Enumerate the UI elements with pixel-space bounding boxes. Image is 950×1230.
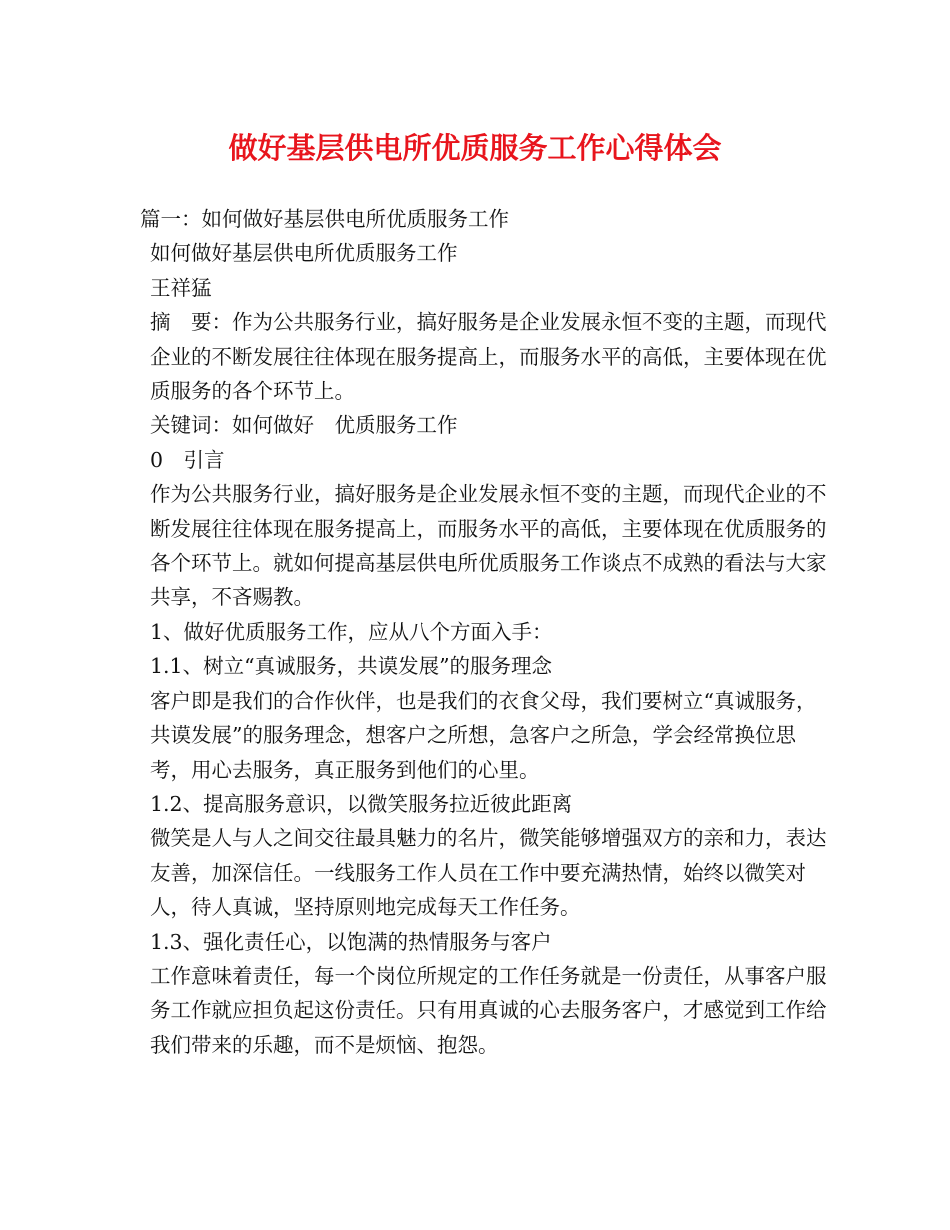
author-name: 王祥猛 [150,275,212,300]
body-paragraph: 工作意味着责任，每一个岗位所规定的工作任务就是一份责任，从事客户服务工作就应担负起这份责任。只有用真诚的心去服务客户，才感觉到工作给我们带来的乐趣，而不是烦恼、抱怨。 [150,963,827,1057]
subsection-heading: 1.1、树立“真诚服务，共谟发展”的服务理念 [150,654,553,679]
abstract-paragraph: 摘 要：作为公共服务行业，搞好服务是企业发展永恒不变的主题，而现代企业的不断发展往往体现在服务提高上，而服务水平的高低，主要体现在优质服务的各个环节上。 [150,310,827,404]
body-paragraph: 微笑是人与人之间交往最具魅力的名片，微笑能够增强双方的亲和力，表达友善，加深信任。一线服务工作人员在工作中要充满热情，始终以微笑对人，待人真诚，坚持原则地完成每天工作任务。 [150,826,827,920]
article-title: 如何做好基层供电所优质服务工作 [150,241,458,266]
body-paragraph: 作为公共服务行业，搞好服务是企业发展永恒不变的主题，而现代企业的不断发展往往体现在服务提高上，而服务水平的高低，主要体现在优质服务的各个环节上。就如何提高基层供电所优质服务工作谈点不成熟的看法与大家共享，不吝赐教。 [150,482,827,610]
body-paragraph: 客户即是我们的合作伙伴，也是我们的衣食父母，我们要树立“真诚服务，共谟发展”的服务理念，想客户之所想，急客户之所急，学会经常换位思考，用心去服务，真正服务到他们的心里。 [150,688,817,782]
section-heading: 篇一：如何做好基层供电所优质服务工作 [140,207,509,231]
subsection-heading: 1.2、提高服务意识，以微笑服务拉近彼此距离 [150,791,573,816]
keywords-line: 关键词：如何做好 优质服务工作 [150,413,458,438]
subsection-heading: 1.3、强化责任心，以饱满的热情服务与客户 [150,929,552,954]
document-title: 做好基层供电所优质服务工作心得体会 [228,131,722,165]
document-body [140,202,830,1062]
section-heading: 0 引言 [150,447,225,472]
section-heading: 1、做好优质服务工作，应从八个方面入手： [150,619,553,644]
